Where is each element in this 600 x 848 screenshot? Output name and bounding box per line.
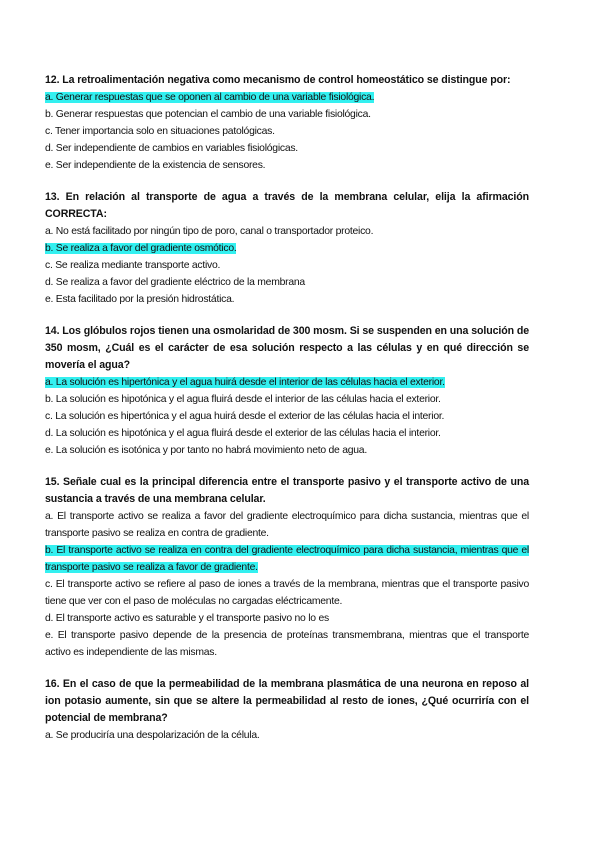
option-e	[45, 627, 529, 661]
option-c	[45, 257, 529, 274]
option-b	[45, 391, 529, 408]
option-c	[45, 576, 529, 610]
option-text: d. La solución es hipotónica y el agua fluirá desde el exterior de las células hacia el interior.	[45, 428, 441, 439]
option-d	[45, 274, 529, 291]
option-e	[45, 442, 529, 459]
option-text: d. Ser independiente de cambios en variables fisiológicas.	[45, 143, 298, 154]
question-stem: 15. Señale cual es la principal diferencia entre el transporte pasivo y el transporte activo de una sustancia a través de una membrana celular.	[45, 476, 529, 505]
option-text: b. La solución es hipotónica y el agua fluirá desde el interior de las células hacia el exterior.	[45, 394, 441, 405]
option-a	[45, 89, 529, 106]
option-text: c. El transporte activo se refiere al paso de iones a través de la membrana, mientras que el transporte pasivo tiene que ver con el paso de moléculas no cargadas eléctricamente.	[45, 579, 529, 607]
option-text: d. Se realiza a favor del gradiente eléctrico de la membrana	[45, 277, 305, 288]
option-text: a. Generar respuestas que se oponen al cambio de una variable fisiológica.	[45, 92, 375, 103]
question-stem: 16. En el caso de que la permeabilidad de la membrana plasmática de una neurona en reposo al ion potasio aumente, sin que se altere la permeabilidad al resto de iones, ¿Qué ocurriría con el potencial de membrana?	[45, 678, 529, 724]
option-text: b. Se realiza a favor del gradiente osmótico.	[45, 243, 237, 254]
option-text: e. La solución es isotónica y por tanto no habrá movimiento neto de agua.	[45, 445, 367, 456]
option-d	[45, 610, 529, 627]
option-e	[45, 157, 529, 174]
question-stem: 13. En relación al transporte de agua a través de la membrana celular, elija la afirmación CORRECTA:	[45, 191, 529, 220]
option-a	[45, 508, 529, 542]
option-text: b. Generar respuestas que potencian el cambio de una variable fisiológica.	[45, 109, 371, 120]
option-text: a. No está facilitado por ningún tipo de poro, canal o transportador proteico.	[45, 226, 374, 237]
option-a	[45, 727, 529, 744]
option-b	[45, 240, 529, 257]
option-c	[45, 123, 529, 140]
option-d	[45, 425, 529, 442]
option-text: a. La solución es hipertónica y el agua huirá desde el interior de las células hacia el exterior.	[45, 377, 445, 388]
option-text: a. Se produciría una despolarización de la célula.	[45, 730, 260, 741]
option-b	[45, 106, 529, 123]
option-c	[45, 408, 529, 425]
option-text: d. El transporte activo es saturable y el transporte pasivo no lo es	[45, 613, 329, 624]
option-text: b. El transporte activo se realiza en contra del gradiente electroquímico para dicha sustancia, mientras que el transporte pasivo se realiza a favor de gradiente.	[45, 545, 529, 573]
option-e	[45, 291, 529, 308]
option-a	[45, 223, 529, 240]
question-15	[45, 474, 529, 661]
question-stem: 14. Los glóbulos rojos tienen una osmolaridad de 300 mosm. Si se suspenden en una solución de 350 mosm, ¿Cuál es el carácter de esa solución respecto a las células y en qué dirección se movería el agua?	[45, 325, 529, 371]
option-text: c. La solución es hipertónica y el agua huirá desde el exterior de las células hacia el interior.	[45, 411, 445, 422]
option-b	[45, 542, 529, 576]
question-stem: 12. La retroalimentación negativa como mecanismo de control homeostático se distingue por:	[45, 74, 511, 86]
option-a	[45, 374, 529, 391]
option-text: c. Tener importancia solo en situaciones patológicas.	[45, 126, 275, 137]
question-12	[45, 72, 529, 174]
option-text: a. El transporte activo se realiza a favor del gradiente electroquímico para dicha sustancia, mientras que el transporte pasivo se realiza en contra de gradiente.	[45, 511, 529, 539]
question-14	[45, 323, 529, 459]
option-text: e. El transporte pasivo depende de la presencia de proteínas transmembrana, mientras que el transporte activo es independiente de las mismas.	[45, 630, 529, 658]
option-d	[45, 140, 529, 157]
question-13	[45, 189, 529, 308]
question-16	[45, 676, 529, 744]
option-text: e. Esta facilitado por la presión hidrostática.	[45, 294, 235, 305]
option-text: c. Se realiza mediante transporte activo.	[45, 260, 221, 271]
option-text: e. Ser independiente de la existencia de sensores.	[45, 160, 266, 171]
exam-page	[45, 72, 529, 759]
